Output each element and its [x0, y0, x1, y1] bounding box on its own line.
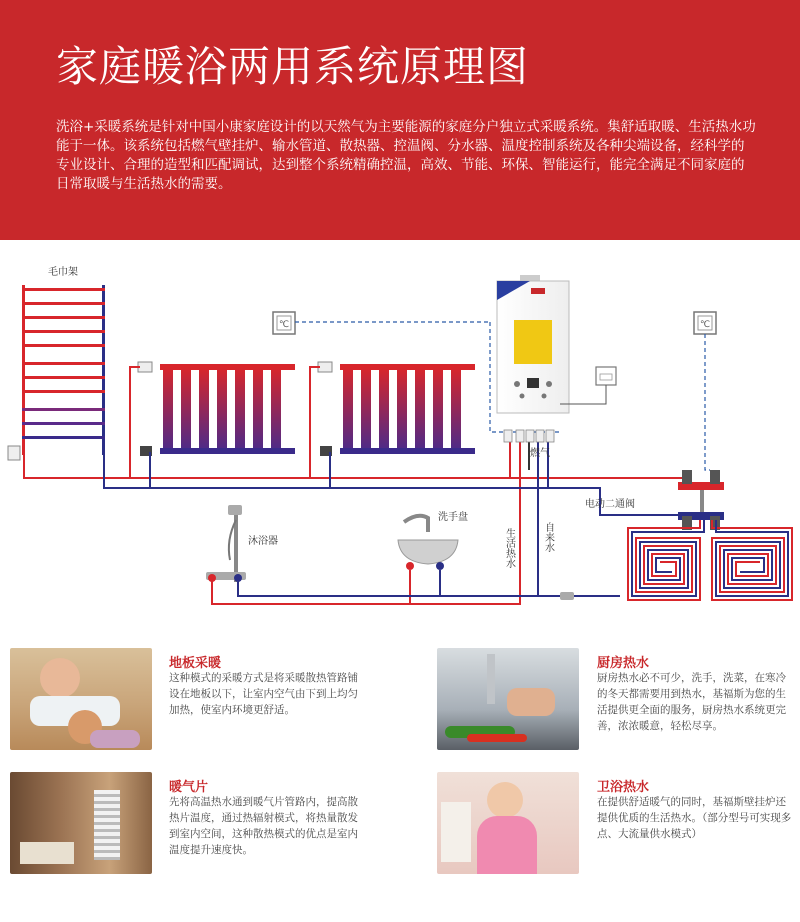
- radiator-photo: [10, 772, 152, 874]
- valve-label: 电动二通阀: [585, 499, 635, 510]
- radiator-2: [318, 362, 475, 456]
- gas-label: 燃气: [530, 448, 550, 459]
- thermostat-left: [273, 312, 295, 334]
- tap-water-label: 自来水: [542, 522, 554, 552]
- intro-text: 洗浴+采暖系统是针对中国小康家庭设计的以天然气为主要能源的家庭分户独立式采暖系统。集舒适取暖、生活热水功能于一体。该系统包括燃气壁挂炉、输水管道、散热器、控温阀、分水器、温度控制系统及各种尖端设备，经科学的专业设计、合理的造型和匹配调试，达到整个系统精确控温，高效、节能、环保、智能运行，能完全满足不同家庭的日常取暖与生活热水的需要。: [56, 119, 756, 192]
- card-bathroom-title: 卫浴热水: [597, 780, 650, 795]
- thermostat-left-glyph: ℃: [279, 320, 290, 330]
- card-floor-heating-desc: 这种模式的采暖方式是将采暖散热管路铺设在地板以下，让室内空气由下到上均匀加热，使室内环境更舒适。: [169, 672, 358, 716]
- header-banner: [0, 0, 800, 240]
- water-inlet: [560, 592, 574, 600]
- supply-pipes: [24, 367, 690, 604]
- shower: [206, 505, 278, 582]
- return-pipes: [104, 440, 690, 596]
- system-diagram: [0, 240, 800, 630]
- radiator-1: [138, 362, 295, 456]
- basin-label: 洗手盘: [438, 512, 468, 523]
- page-title: 家庭暖浴两用系统原理图: [56, 42, 530, 91]
- card-bathroom-desc: 在提供舒适暖气的同时，基福斯壁挂炉还提供优质的生活热水。（部分型号可实现多点、大流量供水模式）: [597, 796, 792, 840]
- towel-rack: [8, 265, 105, 460]
- towel-rack-label: 毛巾架: [48, 267, 78, 278]
- thermostat-right: [694, 312, 716, 334]
- wash-basin: [398, 510, 468, 570]
- card-radiator-desc: 先将高温热水通到暖气片管路内，提高散热片温度，通过热辐射模式，将热量散发到室内空间，这种散热模式的优点是室内温度提升速度快。: [169, 796, 358, 856]
- kitchen-photo: [437, 648, 579, 750]
- floor-heating-coils: [628, 520, 792, 600]
- card-radiator-title: 暖气片: [169, 780, 209, 795]
- shower-label: 沐浴器: [248, 536, 278, 547]
- card-floor-heating-title: 地板采暖: [169, 656, 222, 671]
- card-kitchen-desc: 厨房热水必不可少，洗手，洗菜，在寒冷的冬天都需要用到热水，基福斯为您的生活提供更全面的服务，厨房热水系统更完善，浓浓暖意，轻松尽享。: [597, 672, 786, 732]
- floor-heating-photo: [10, 648, 152, 750]
- card-kitchen-title: 厨房热水: [597, 656, 650, 671]
- hot-water-label: 生活热水: [503, 528, 515, 568]
- bathroom-photo: [437, 772, 579, 874]
- thermostat-right-glyph: ℃: [700, 320, 711, 330]
